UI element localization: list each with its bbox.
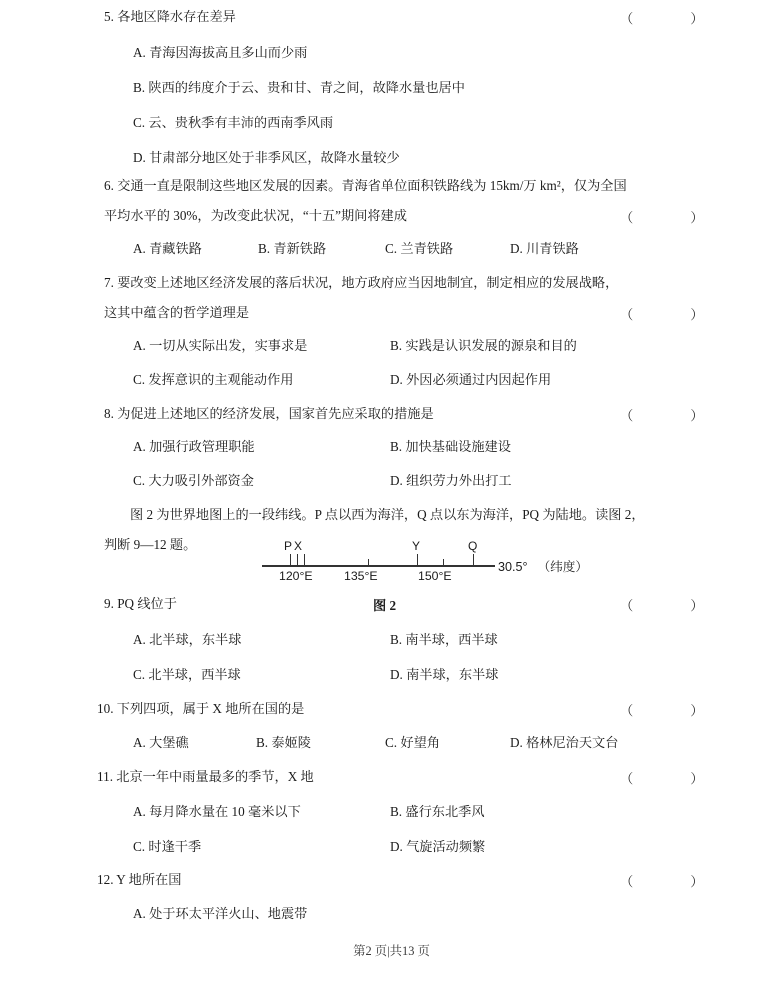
question-7-option-d[interactable]: D. 外因必须通过内因起作用 <box>390 372 552 387</box>
question-11-text: 北京一年中雨量最多的季节，X 地 <box>116 769 314 784</box>
question-5-stem <box>104 8 704 25</box>
question-9-option-a[interactable]: A. 北半球，东半球 <box>133 632 242 647</box>
question-8-option-d[interactable]: D. 组织劳力外出打工 <box>390 473 512 488</box>
question-10-number: 10. <box>97 701 114 716</box>
tick-120e <box>304 554 305 565</box>
question-7-number: 7. <box>104 275 114 290</box>
question-8-text: 为促进上述地区的经济发展，国家首先应采取的措施是 <box>117 406 434 421</box>
tick-150e <box>443 559 444 565</box>
question-6-option-d[interactable]: D. 川青铁路 <box>510 241 579 256</box>
question-10-option-b[interactable]: B. 泰姬陵 <box>256 735 311 750</box>
question-10-stem <box>97 700 697 717</box>
figure-2-caption: 图 2 <box>373 598 397 613</box>
point-label-p: P <box>284 539 293 553</box>
question-10-option-d[interactable]: D. 格林尼治天文台 <box>510 735 619 750</box>
question-12-text: Y 地所在国 <box>116 872 182 887</box>
question-12-option-a[interactable]: A. 处于环太平洋火山、地震带 <box>133 906 308 921</box>
question-9-option-d[interactable]: D. 南半球，东半球 <box>390 667 499 682</box>
question-8-option-a[interactable]: A. 加强行政管理职能 <box>133 439 255 454</box>
question-6-option-b[interactable]: B. 青新铁路 <box>258 241 327 256</box>
degree-label-150e: 150°E <box>418 569 452 583</box>
question-6-text: 交通一直是限制这些地区发展的因素。青海省单位面积铁路线为 15km/万 km²，仅为全国 <box>117 178 627 193</box>
tick-point-p <box>290 554 291 565</box>
degree-label-135e: 135°E <box>344 569 378 583</box>
question-9-number: 9. <box>104 596 114 611</box>
tick-point-q <box>473 554 474 565</box>
question-6-answer-bracket[interactable]: （ ） <box>620 210 726 225</box>
degree-label-120e: 120°E <box>279 569 313 583</box>
latitude-degrees: 30.5° <box>498 560 528 574</box>
question-5-option-d[interactable]: D. 甘肃部分地区处于非季风区，故降水量较少 <box>133 150 400 165</box>
question-8-option-b[interactable]: B. 加快基础设施建设 <box>390 439 511 454</box>
question-11-answer-bracket[interactable]: （ ） <box>620 771 726 786</box>
question-10-option-a[interactable]: A. 大堡礁 <box>133 735 189 750</box>
latitude-unit: （纬度） <box>537 560 588 574</box>
point-label-x: X <box>294 539 303 553</box>
question-11-option-d[interactable]: D. 气旋活动频繁 <box>390 839 486 854</box>
question-10-text: 下列四项，属于 X 地所在国的是 <box>116 701 305 716</box>
point-label-y: Y <box>412 539 421 553</box>
question-8-number: 8. <box>104 406 114 421</box>
question-6-option-c[interactable]: C. 兰青铁路 <box>385 241 454 256</box>
question-5-option-b[interactable]: B. 陕西的纬度介于云、贵和甘、青之间，故降水量也居中 <box>133 80 465 95</box>
page-footer <box>0 941 783 959</box>
question-7-option-a[interactable]: A. 一切从实际出发，实事求是 <box>133 338 308 353</box>
question-7-option-c[interactable]: C. 发挥意识的主观能动作用 <box>133 372 294 387</box>
question-10-answer-bracket[interactable]: （ ） <box>620 703 726 718</box>
footer-current-page: 第2 页 <box>353 944 388 958</box>
question-12-answer-bracket[interactable]: （ ） <box>620 874 726 889</box>
question-10-option-c[interactable]: C. 好望角 <box>385 735 440 750</box>
latitude-value-label <box>498 556 588 575</box>
tick-point-y <box>417 554 418 565</box>
question-12-stem <box>97 871 697 888</box>
question-11-option-a[interactable]: A. 每月降水量在 10 毫米以下 <box>133 804 301 819</box>
tick-point-x <box>297 554 298 565</box>
question-6-option-a[interactable]: A. 青藏铁路 <box>133 241 202 256</box>
question-5-option-a[interactable]: A. 青海因海拔高且多山而少雨 <box>133 45 308 60</box>
question-7-stem-line2: 这其中蕴含的哲学道理是 <box>104 305 250 320</box>
question-9-option-b[interactable]: B. 南半球，西半球 <box>390 632 498 647</box>
tick-135e <box>368 559 369 565</box>
question-6-stem-line2: 平均水平的 30%，为改变此状况，“十五”期间将建成 <box>104 208 407 223</box>
question-5-text: 各地区降水存在差异 <box>117 9 236 24</box>
latitude-axis-line <box>262 565 495 567</box>
question-6-stem <box>104 177 704 194</box>
question-6-number: 6. <box>104 178 114 193</box>
question-12-number: 12. <box>97 872 114 887</box>
question-11-option-b[interactable]: B. 盛行东北季风 <box>390 804 485 819</box>
question-5-option-c[interactable]: C. 云、贵秋季有丰沛的西南季风雨 <box>133 115 334 130</box>
footer-total-pages: 共13 页 <box>389 944 430 958</box>
question-11-option-c[interactable]: C. 时逢干季 <box>133 839 202 854</box>
footer-separator: | <box>387 944 390 958</box>
passage-line-1: 图 2 为世界地图上的一段纬线。P 点以西为海洋，Q 点以东为海洋，PQ 为陆地。读图 2， <box>130 507 645 522</box>
question-9-stem <box>104 595 704 612</box>
question-8-option-c[interactable]: C. 大力吸引外部资金 <box>133 473 254 488</box>
question-8-stem <box>104 405 704 422</box>
question-9-answer-bracket[interactable]: （ ） <box>620 598 726 613</box>
passage-line-2: 判断 9—12 题。 <box>104 537 197 552</box>
question-11-stem <box>97 768 697 785</box>
question-8-answer-bracket[interactable]: （ ） <box>620 408 726 423</box>
question-7-stem <box>104 274 704 291</box>
question-9-text: PQ 线位于 <box>117 596 177 611</box>
question-7-answer-bracket[interactable]: （ ） <box>620 307 726 322</box>
question-7-option-b[interactable]: B. 实践是认识发展的源泉和目的 <box>390 338 577 353</box>
question-5-number: 5. <box>104 9 114 24</box>
question-11-number: 11. <box>97 769 113 784</box>
question-5-answer-bracket[interactable]: （ ） <box>620 11 726 26</box>
question-7-text: 要改变上述地区经济发展的落后状况，地方政府应当因地制宜，制定相应的发展战略， <box>117 275 619 290</box>
question-9-option-c[interactable]: C. 北半球，西半球 <box>133 667 241 682</box>
point-label-q: Q <box>468 539 478 553</box>
